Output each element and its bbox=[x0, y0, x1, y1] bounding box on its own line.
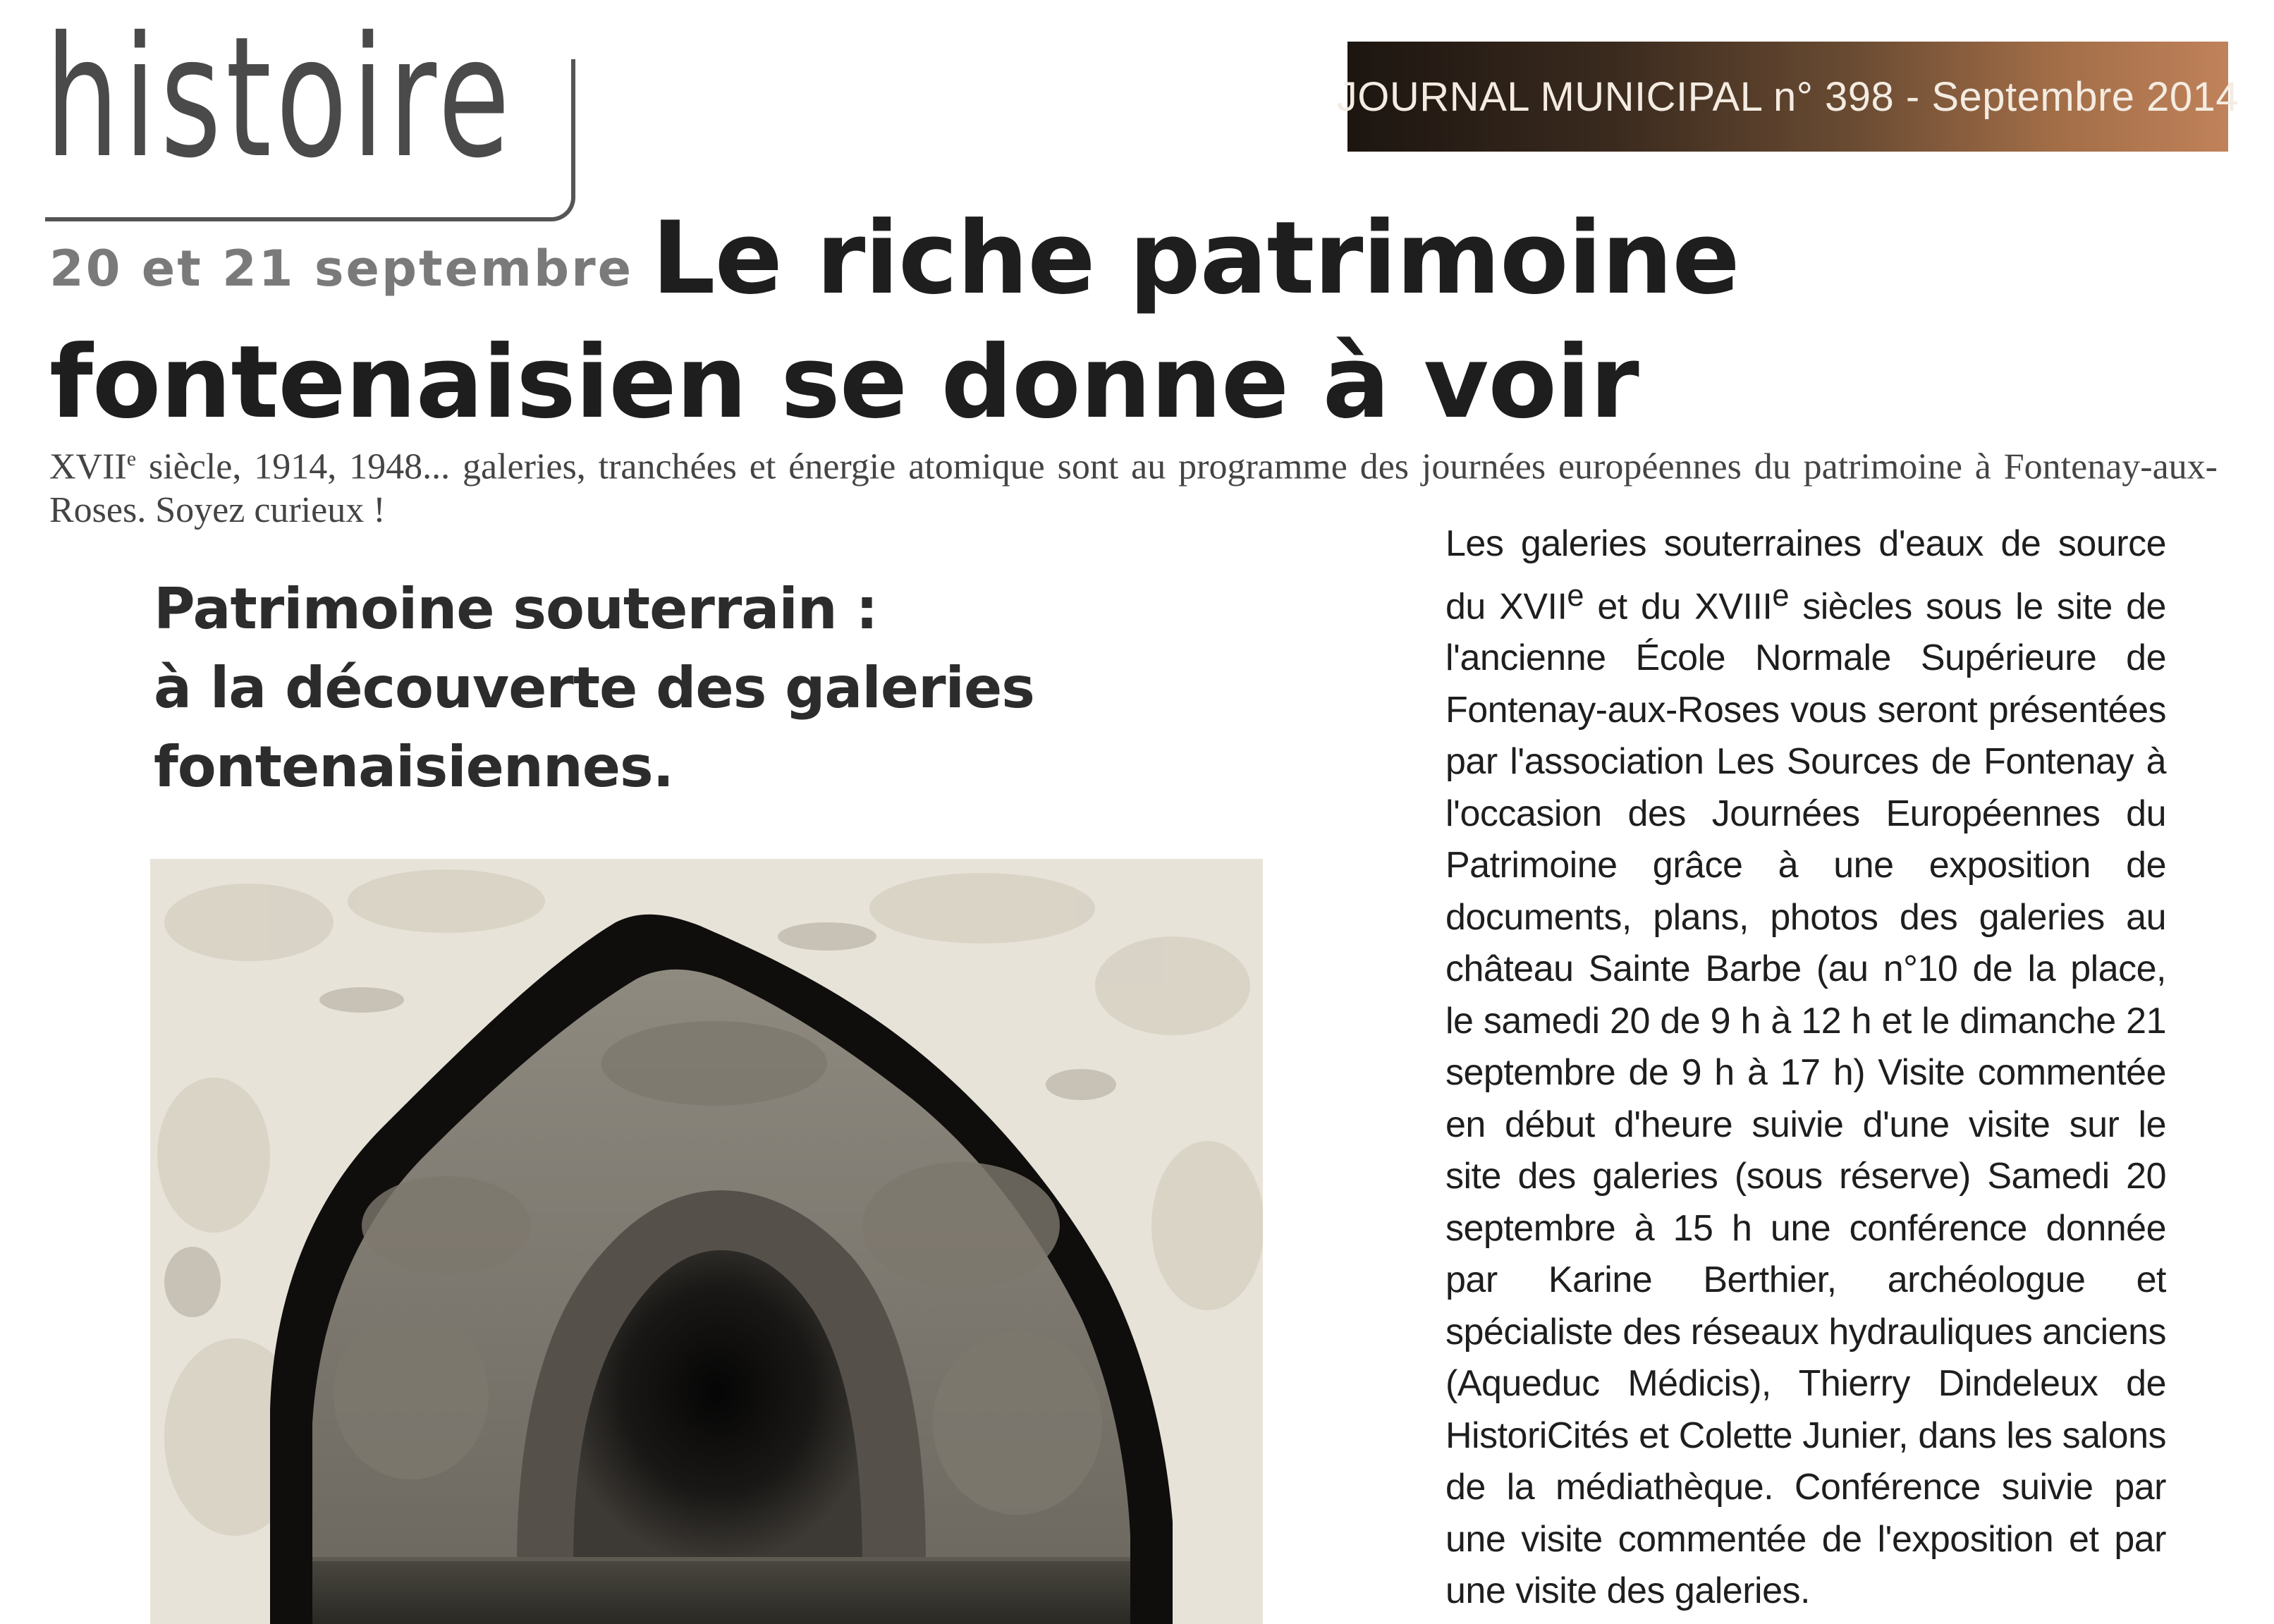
journal-banner bbox=[1336, 42, 2239, 152]
body-sup-2: e bbox=[1772, 578, 1789, 613]
article-body bbox=[1445, 518, 2166, 1618]
section-logo bbox=[45, 1, 581, 207]
article-headline bbox=[49, 202, 2235, 440]
gallery-photo-image bbox=[150, 859, 1263, 1624]
lead-century: XVII bbox=[49, 446, 127, 487]
section-label: histoire bbox=[45, 1, 515, 195]
lead-text: siècle, 1914, 1948... galeries, tranchées et énergie atomique sont au programme des journées européennes du patrimoine à Fontenay-aux-Roses. Soyez curieux ! bbox=[49, 446, 2218, 531]
subheading-line-1: Patrimoine souterrain : bbox=[154, 576, 878, 642]
lead-century-sup: e bbox=[126, 447, 137, 470]
subheading-line-3: fontenaisiennes. bbox=[154, 734, 674, 800]
gallery-photo bbox=[150, 859, 1263, 1624]
body-text-3: siècles sous le site de l'ancienne École Normale Supérieure de Fontenay-aux-Roses vous seront présentées par l'association Les Sources de Fontenay à l'occasion des Journées Européennes du Patrimoine grâce à une exposition de documents, plans, photos des galeries au château Sainte Barbe (au n°10 de la place, le samedi 20 de 9 h à 12 h et le dimanche 21 septembre de 9 h à 17 h) Visite commentée en début d'heure suivie d'une visite sur le site des galeries (sous réserve) Samedi 20 septembre à 15 h une conférence donnée par Karine Berthier, archéologue et spécialiste des réseaux hydrauliques anciens (Aqueduc Médicis), Thierry Dindeleux de HistoriCités et Colette Junier, dans les salons de la médiathèque. Conférence suivie par une visite commentée de l'exposition et par une visite des galeries. bbox=[1445, 585, 2166, 1612]
section-subheading bbox=[154, 570, 1211, 807]
body-sup-1: e bbox=[1567, 578, 1584, 613]
subheading-line-2: à la découverte des galeries bbox=[154, 655, 1034, 721]
headline-text: Le riche patrimoine fontenaisien se donne à voir bbox=[49, 200, 1740, 441]
event-date: 20 et 21 septembre bbox=[49, 240, 634, 298]
body-text-1: Les galeries souterraines d'eaux de source du XVII bbox=[1445, 523, 2166, 627]
body-text-2: et du XVIII bbox=[1584, 585, 1773, 627]
journal-banner-text: JOURNAL MUNICIPAL n° 398 - Septembre 2014 bbox=[1336, 73, 2239, 120]
